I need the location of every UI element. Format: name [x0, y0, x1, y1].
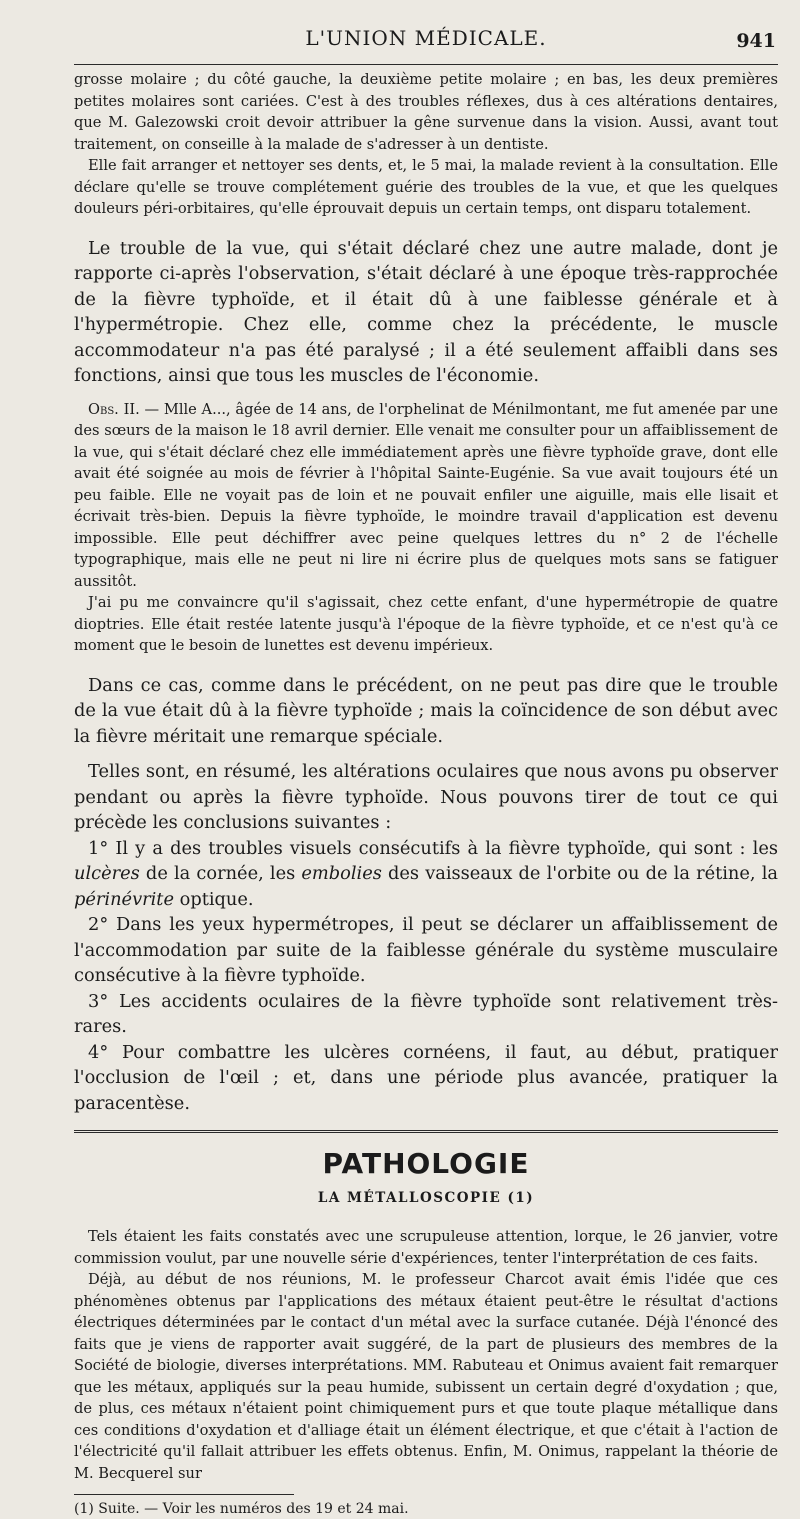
observation-text: , âgée de 14 ans, de l'orphelinat de Ménilmontant, me fut amenée par une des sœurs de la maison le 18 avril dernier. Elle venait me consulter pour un affaiblissement de la vue, qui s'était déclaré chez elle immédiatement après une fièvre typhoïde grave, dont elle avait été soignée au mois de février à l'hôpital Sainte-Eugénie. Sa vue avait toujours été un peu faible. Elle ne voyait pas de loin et ne pouvait enfiler une aiguille, mais elle lisait et écrivait très-bien. Depuis la fièvre typhoïde, le moindre travail d'application est devenu impossible. Elle peut déchiffrer avec peine quelques lettres du n° 2 de l'échelle typographique, mais elle ne peut ni lire ni écrire plus de quelques mots sans se fatiguer aussitôt.	[74, 400, 778, 590]
footnote-mark: (1)	[501, 1190, 535, 1206]
section-title: PATHOLOGIE	[322, 1147, 530, 1180]
footnote-rule	[74, 1494, 294, 1495]
italic-term: ulcères	[74, 863, 140, 884]
italic-term: embolies	[301, 863, 382, 884]
text-span: des vaisseaux de l'orbite ou de la rétine, la	[381, 863, 778, 884]
article-title	[74, 1190, 778, 1206]
section-divider	[74, 1130, 778, 1133]
conclusion-1	[74, 836, 778, 913]
observation-paragraph	[74, 399, 778, 593]
pathology-article	[74, 1226, 778, 1484]
previous-observation-end	[74, 69, 778, 220]
paragraph: Dans ce cas, comme dans le précédent, on ne peut pas dire que le trouble de la vue était dû à la fièvre typhoïde ; mais la coïncidence de son début avec la fièvre méritait une remarque spéciale.	[74, 674, 778, 747]
footnote: (1) Suite. — Voir les numéros des 19 et 24 mai.	[74, 1501, 409, 1517]
paragraph: Le trouble de la vue, qui s'était déclaré chez une autre malade, dont je rapporte ci-après l'observation, s'était déclaré à une époque très-rapprochée de la fièvre typhoïde, et il était dû à une faiblesse générale et à l'hypermétropie. Chez elle, comme chez la précédente, le muscle accommodateur n'a pas été paralysé ; il a été seulement affaibli dans ses fonctions, ainsi que tous les muscles de l'économie.	[74, 237, 778, 386]
text-span: de la cornée, les	[139, 863, 302, 884]
discussion-paragraph	[74, 236, 778, 389]
text-span: 1° Il y a des troubles visuels consécutifs à la fièvre typhoïde, qui sont : les	[88, 837, 778, 859]
observation-patient: Mlle A...	[163, 400, 227, 418]
paragraph: Tels étaient les faits constatés avec une scrupuleuse attention, lorque, le 26 janvier, votre commission voulut, par une nouvelle série d'expériences, tenter l'interprétation de ces faits.	[74, 1228, 778, 1267]
page-number: 941	[736, 30, 776, 52]
observation-conclusion: J'ai pu me convaincre qu'il s'agissait, chez cette enfant, d'une hypermétropie de quatre dioptries. Elle était restée latente jusqu'à l'époque de la fièvre typhoïde, et ce n'est qu'à ce moment que le besoin de lunettes est devenu impérieux.	[74, 594, 778, 654]
header-rule	[74, 64, 778, 65]
italic-term: périnévrite	[74, 888, 174, 910]
article-title-text: LA MÉTALLOSCOPIE	[317, 1190, 502, 1206]
paragraph: Déjà, au début de nos réunions, M. le professeur Charcot avait émis l'idée que ces phénomènes obtenus par l'applications des métaux étaient peut-être le résultat d'actions électriques déterminées par le contact d'un métal avec la surface cutanée. Déjà l'énoncé des faits que je viens de rapporter avait suggéré, de la part de plusieurs des membres de la Société de biologie, diverses interprétations. MM. Rabuteau et Onimus avaient fait remarquer que les métaux, appliqués sur la peau humide, subissent un certain degré d'oxydation ; que, de plus, ces métaux n'étaient point chimiquement purs et que toute plaque métallique dans ces conditions d'oxydation et d'alliage était un élément électrique, et que c'était à l'action de l'électricité qu'il fallait attribuer les effets obtenus. Enfin, M. Onimus, rappelant la théorie de M. Becquerel sur	[74, 1271, 778, 1482]
paragraph: Elle fait arranger et nettoyer ses dents, et, le 5 mai, la malade revient à la consultation. Elle déclare qu'elle se trouve complétement guérie des troubles de la vue, et que les quelques douleurs péri-orbitaires, qu'elle éprouvait depuis un certain temps, ont disparu totalement.	[74, 157, 778, 217]
paragraph: grosse molaire ; du côté gauche, la deuxième petite molaire ; en bas, les deux premières petites molaires sont cariées. C'est à des troubles réflexes, dus à ces altérations dentaires, que M. Galezowski croit devoir attribuer la gêne survenue dans la vision. Aussi, avant tout traitement, on conseille à la malade de s'adresser à un dentiste.	[74, 71, 778, 153]
paragraph: Telles sont, en résumé, les altérations oculaires que nous avons pu observer pendant ou après la fièvre typhoïde. Nous pouvons tirer de tout ce qui précède les conclusions suivantes :	[74, 761, 778, 833]
conclusion-2: 2° Dans les yeux hypermétropes, il peut se déclarer un affaiblissement de l'accommodation par suite de la faiblesse générale du système musculaire consécutive à la fièvre typhoïde.	[74, 914, 778, 986]
conclusion-3: 3° Les accidents oculaires de la fièvre typhoïde sont relativement très-rares.	[74, 990, 778, 1037]
text-span: optique.	[173, 888, 254, 910]
conclusion-4: 4° Pour combattre les ulcères cornéens, il faut, au début, pratiquer l'occlusion de l'œil ; et, dans une période plus avancée, pratiquer la paracentèse.	[74, 1041, 778, 1114]
observation-label: Obs. II.	[88, 400, 140, 418]
running-title: L'UNION MÉDICALE.	[305, 26, 547, 50]
observation-2	[74, 399, 778, 657]
summary-section	[74, 673, 778, 1117]
observation-dash: —	[139, 400, 164, 418]
page-header	[74, 0, 778, 54]
